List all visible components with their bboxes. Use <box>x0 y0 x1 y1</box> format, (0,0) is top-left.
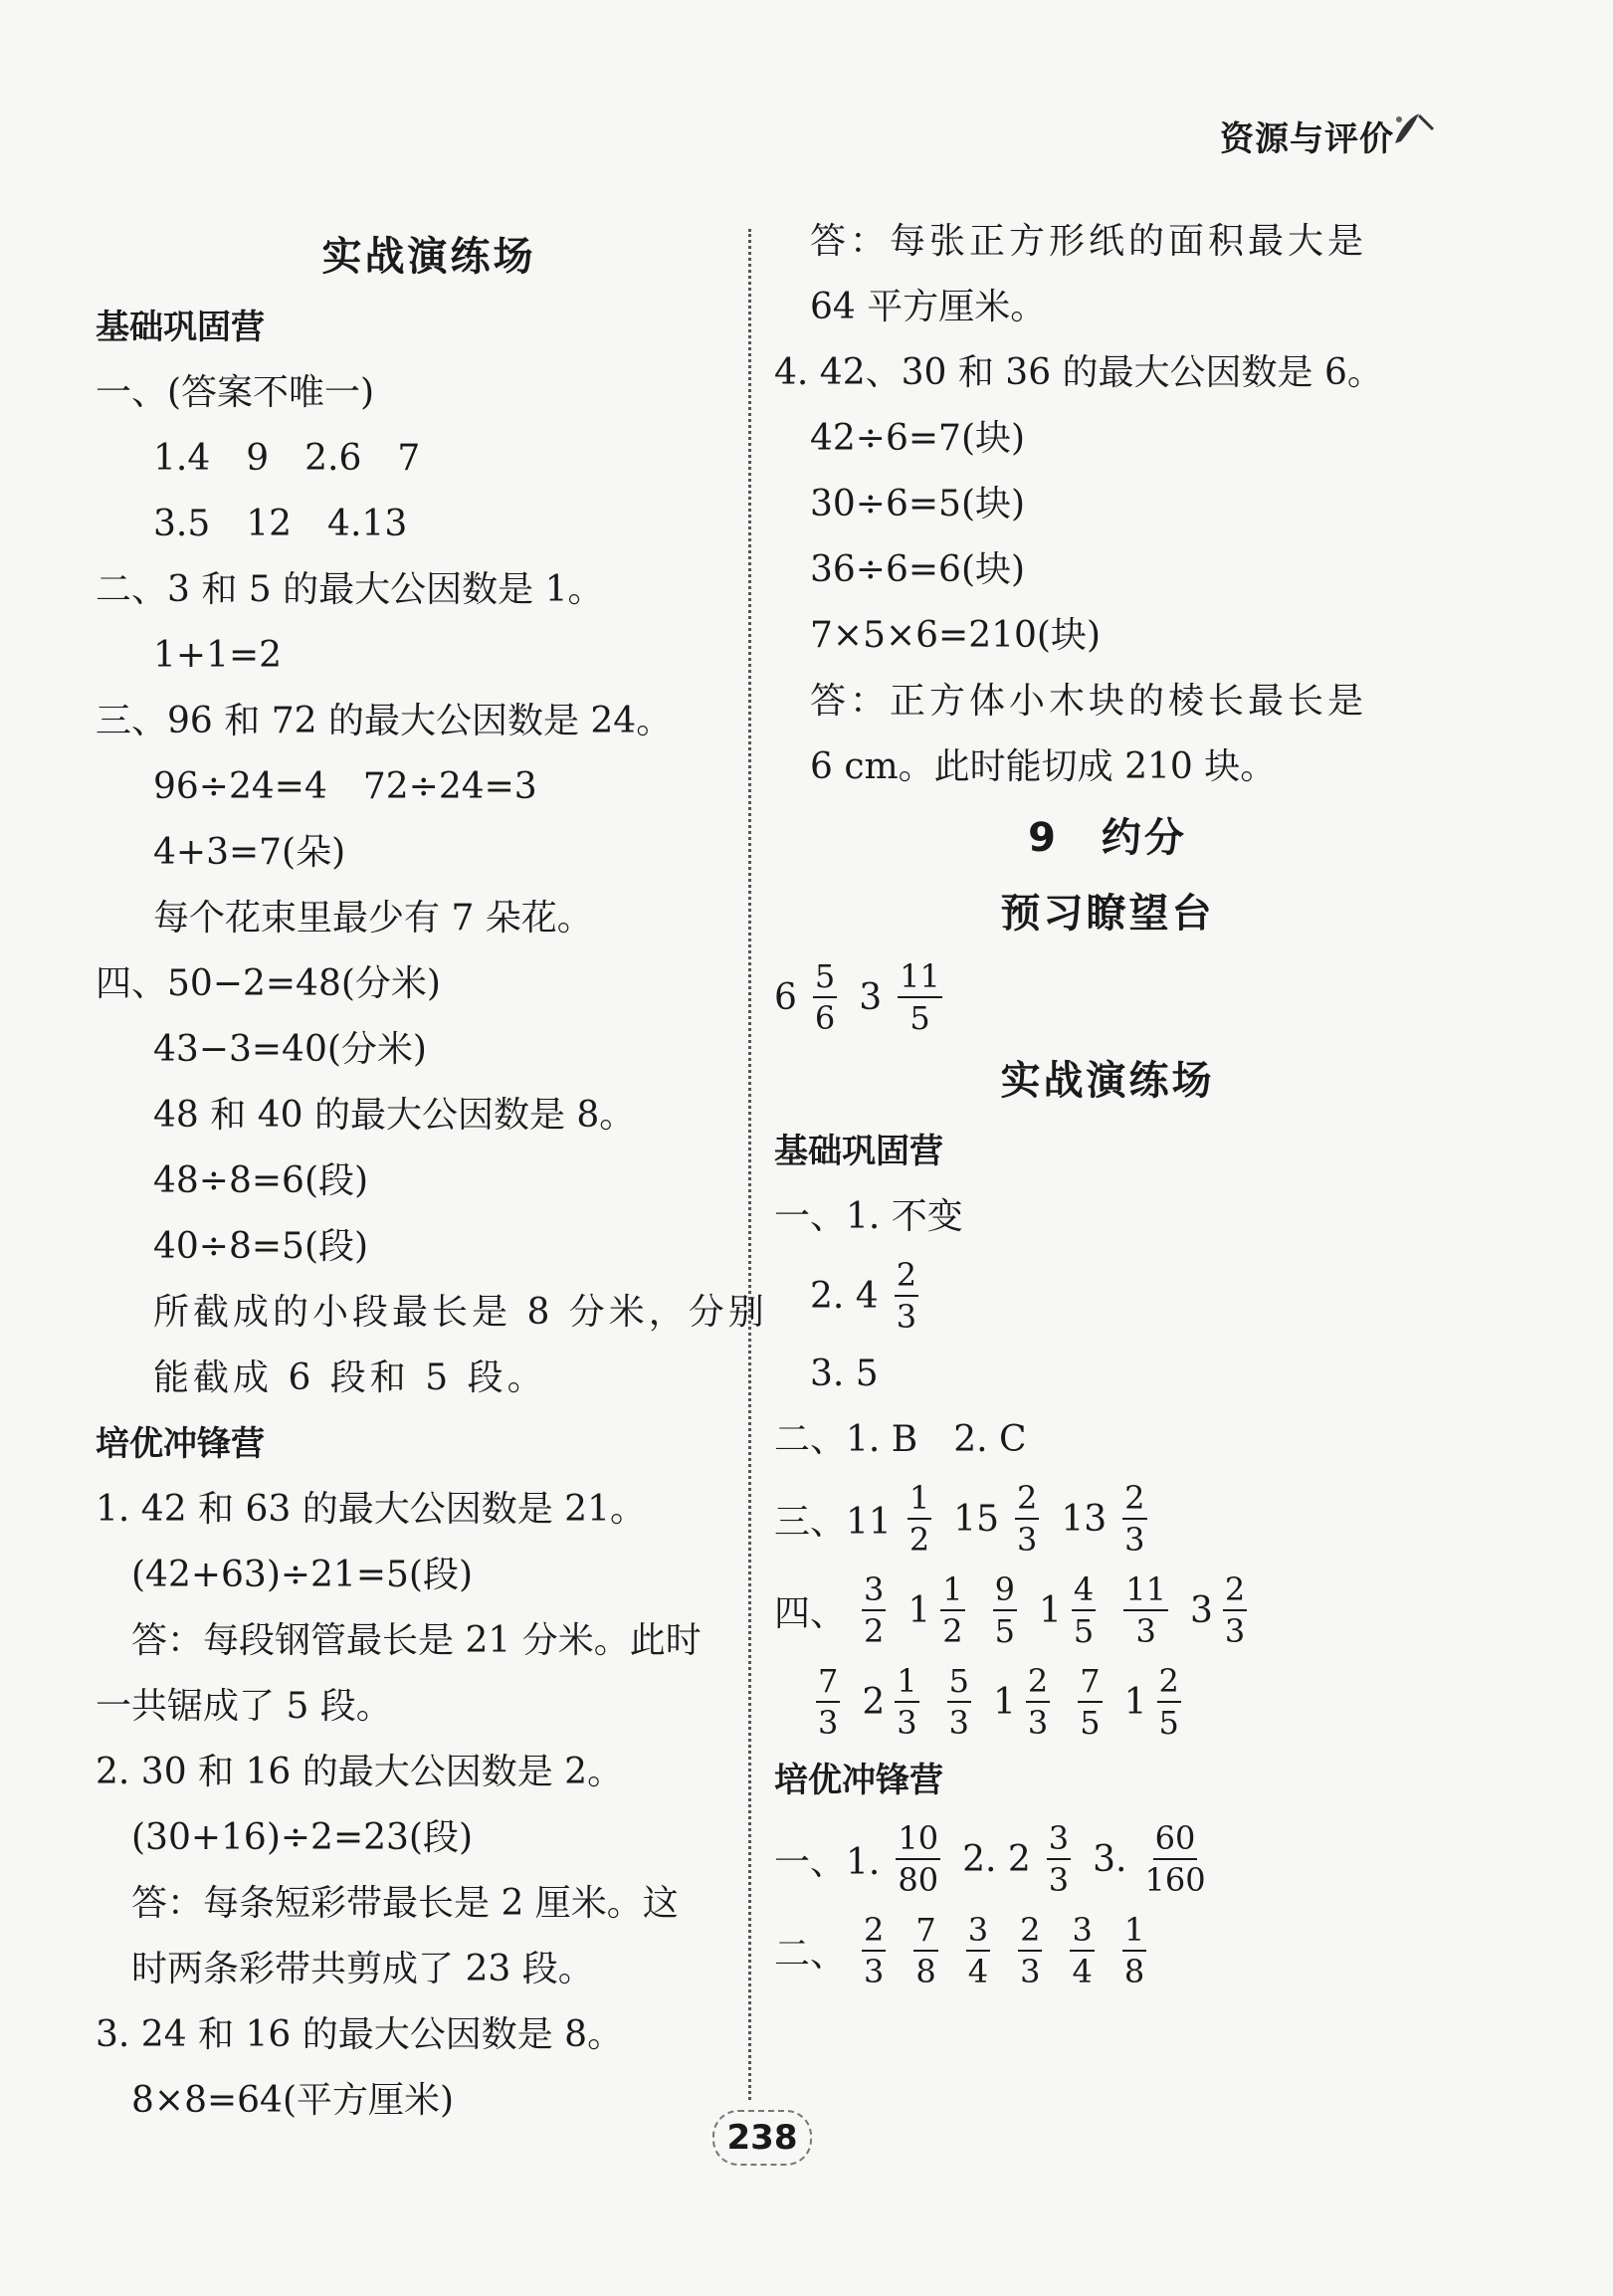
denominator: 8 <box>915 1953 936 1990</box>
answer-line: 三、96 和 72 的最大公因数是 24。 <box>96 701 673 741</box>
answer-line: 1+1=2 <box>153 635 283 676</box>
answer-line: 答：每条短彩带最长是 2 厘米。这 <box>131 1883 679 1924</box>
answer-line: 3.5 12 4.13 <box>153 504 408 544</box>
subsection-heading: 基础巩固营 <box>774 1132 943 1171</box>
fraction <box>1070 1912 1094 1989</box>
fraction <box>816 1663 840 1741</box>
fraction <box>1123 1571 1168 1649</box>
lesson-title: 9 约分 <box>1028 815 1187 861</box>
fraction <box>993 1571 1017 1649</box>
numerator: 1 <box>907 1480 931 1520</box>
answer-line: (42+63)÷21=5(段) <box>131 1555 474 1595</box>
section-title: 实战演练场 <box>321 234 536 280</box>
fraction <box>966 1912 990 1989</box>
denominator: 3 <box>1048 1861 1070 1899</box>
denominator: 3 <box>864 1953 885 1990</box>
fraction <box>1122 1912 1146 1989</box>
numerator: 7 <box>816 1663 840 1703</box>
numerator: 3 <box>862 1571 886 1611</box>
fraction <box>1072 1571 1096 1649</box>
fraction <box>1157 1663 1181 1741</box>
numerator: 4 <box>1072 1571 1096 1611</box>
subsection-heading: 基础巩固营 <box>96 308 265 347</box>
answer-line: 1.4 9 2.6 7 <box>153 438 421 479</box>
fraction <box>813 958 837 1036</box>
answer-line: 所截成的小段最长是 8 分米，分别 <box>153 1292 768 1333</box>
numerator: 2 <box>1026 1663 1050 1703</box>
left-column <box>96 219 768 2134</box>
answer-line: 64 平方厘米。 <box>810 287 1047 327</box>
numerator: 2 <box>1015 1480 1039 1520</box>
whole-number: 3 <box>1189 1589 1213 1631</box>
numerator: 7 <box>913 1912 937 1952</box>
denominator: 2 <box>942 1612 963 1650</box>
answer-line: 36÷6=6(块) <box>810 549 1026 590</box>
answer-number: 3 <box>859 976 883 1018</box>
fraction <box>1018 1912 1042 1989</box>
page-header-title: 资源与评价 <box>1220 119 1394 159</box>
numerator: 3 <box>966 1912 990 1952</box>
answer-line: 30÷6=5(块) <box>810 484 1026 524</box>
answer-line: 1. 42 和 63 的最大公因数是 21。 <box>96 1489 646 1530</box>
answer-text: 2. 4 <box>810 1275 879 1317</box>
numerator: 1 <box>940 1571 964 1611</box>
whole-number: 1 <box>992 1681 1016 1723</box>
subsection-heading: 培优冲锋营 <box>96 1424 265 1464</box>
answer-text: 3. <box>1093 1838 1127 1880</box>
denominator: 4 <box>967 1953 989 1990</box>
answer-line: 能截成 6 段和 5 段。 <box>153 1357 547 1398</box>
fraction <box>1026 1663 1050 1741</box>
quill-logo-icon <box>1389 104 1439 153</box>
answer-line: (30+16)÷2=23(段) <box>131 1817 474 1858</box>
denominator: 3 <box>818 1704 839 1742</box>
denominator: 5 <box>909 999 930 1037</box>
denominator: 3 <box>948 1704 969 1742</box>
denominator: 160 <box>1144 1861 1206 1899</box>
numerator: 11 <box>898 958 942 998</box>
numerator: 2 <box>1223 1571 1247 1611</box>
answer-line: 一、(答案不唯一) <box>96 372 375 413</box>
denominator: 80 <box>898 1861 939 1899</box>
subsection-heading: 培优冲锋营 <box>774 1761 943 1800</box>
answer-line: 答：每段钢管最长是 21 分米。此时 <box>131 1620 702 1661</box>
answer-line: 时两条彩带共剪成了 23 段。 <box>131 1949 594 1989</box>
denominator: 2 <box>864 1612 885 1650</box>
answer-line: 7×5×6=210(块) <box>810 615 1102 656</box>
answer-text: 2. 2 <box>962 1838 1031 1880</box>
answer-line: 4. 42、30 和 36 的最大公因数是 6。 <box>774 352 1383 393</box>
whole-number: 2 <box>862 1681 886 1723</box>
answer-line: 2. 30 和 16 的最大公因数是 2。 <box>96 1752 624 1792</box>
numerator: 11 <box>1123 1571 1168 1611</box>
answer-line: 3. 24 和 16 的最大公因数是 8。 <box>96 2014 624 2055</box>
denominator: 3 <box>896 1298 917 1336</box>
answer-text: 四、 <box>774 1592 847 1634</box>
numerator: 2 <box>1122 1480 1146 1520</box>
fraction <box>896 1820 940 1898</box>
fraction <box>1122 1480 1146 1558</box>
denominator: 5 <box>1073 1612 1095 1650</box>
fraction <box>895 1257 918 1335</box>
answer-text: 一、1. <box>774 1841 881 1883</box>
answer-line: 一、1. 不变 <box>774 1196 963 1237</box>
answer-line: 答：正方体小木块的棱长最长是 <box>810 681 1368 722</box>
answer-line: 6 cm。此时能切成 210 块。 <box>810 746 1277 787</box>
denominator: 3 <box>1135 1612 1156 1650</box>
fraction <box>1078 1663 1102 1741</box>
numerator: 3 <box>1070 1912 1094 1952</box>
section-title: 预习瞭望台 <box>1000 891 1215 937</box>
answer-line <box>774 1565 1441 1656</box>
numerator: 2 <box>895 1257 918 1297</box>
answer-line: 3. 5 <box>810 1354 879 1394</box>
denominator: 5 <box>994 1612 1015 1650</box>
fraction <box>862 1571 886 1649</box>
answer-line: 答：每张正方形纸的面积最大是 <box>810 221 1368 262</box>
answer-line <box>774 951 1441 1043</box>
fraction <box>947 1663 971 1741</box>
fraction <box>898 958 942 1036</box>
answer-line <box>774 1813 1441 1905</box>
answer-text: 二、 <box>774 1933 847 1975</box>
numerator: 2 <box>1157 1663 1181 1703</box>
numerator: 1 <box>895 1663 918 1703</box>
numerator: 5 <box>813 958 837 998</box>
denominator: 6 <box>814 999 836 1037</box>
denominator: 5 <box>1158 1704 1179 1742</box>
numerator: 9 <box>993 1571 1017 1611</box>
fraction <box>1143 1820 1208 1898</box>
fraction <box>940 1571 964 1649</box>
numerator: 60 <box>1153 1820 1198 1860</box>
answer-number: 6 <box>774 976 797 1018</box>
answer-line <box>774 1905 1441 1996</box>
answer-line: 8×8=64(平方厘米) <box>131 2080 455 2121</box>
fraction <box>907 1480 931 1558</box>
denominator: 2 <box>908 1521 930 1559</box>
denominator: 3 <box>1020 1953 1041 1990</box>
right-column <box>774 209 1441 1996</box>
numerator: 7 <box>1078 1663 1102 1703</box>
denominator: 5 <box>1080 1704 1101 1742</box>
fraction <box>1015 1480 1039 1558</box>
answer-line <box>774 1656 1441 1748</box>
denominator: 8 <box>1123 1953 1145 1990</box>
answer-line: 四、50−2=48(分米) <box>96 963 441 1004</box>
answer-line: 43−3=40(分米) <box>153 1029 427 1070</box>
answer-line: 96÷24=4 72÷24=3 <box>153 766 537 807</box>
answer-line <box>774 1473 1441 1565</box>
answer-line: 48 和 40 的最大公因数是 8。 <box>153 1095 636 1136</box>
section-title: 实战演练场 <box>1000 1058 1215 1104</box>
denominator: 3 <box>1027 1704 1049 1742</box>
answer-number: 13 <box>1061 1498 1108 1540</box>
denominator: 3 <box>1016 1521 1038 1559</box>
page-number: 238 <box>712 2110 812 2166</box>
answer-line: 40÷8=5(段) <box>153 1226 369 1267</box>
numerator: 2 <box>1018 1912 1042 1952</box>
answer-text: 三、11 <box>774 1501 892 1543</box>
answer-number: 15 <box>953 1498 999 1540</box>
answer-line <box>774 1250 1441 1342</box>
answer-line: 4+3=7(朵) <box>153 832 346 873</box>
fraction <box>862 1912 886 1989</box>
numerator: 3 <box>1047 1820 1071 1860</box>
denominator: 3 <box>1224 1612 1246 1650</box>
column-divider <box>748 229 751 2100</box>
numerator: 10 <box>896 1820 940 1860</box>
answer-line: 48÷8=6(段) <box>153 1160 369 1201</box>
fraction <box>895 1663 918 1741</box>
answer-line: 42÷6=7(块) <box>810 418 1026 459</box>
answer-line: 一共锯成了 5 段。 <box>96 1686 392 1727</box>
answer-line: 二、3 和 5 的最大公因数是 1。 <box>96 569 604 610</box>
fraction <box>1047 1820 1071 1898</box>
numerator: 2 <box>862 1912 886 1952</box>
numerator: 5 <box>947 1663 971 1703</box>
denominator: 3 <box>897 1704 917 1742</box>
whole-number: 1 <box>1039 1589 1062 1631</box>
whole-number: 1 <box>1123 1681 1147 1723</box>
fraction <box>1223 1571 1247 1649</box>
denominator: 4 <box>1072 1953 1093 1990</box>
whole-number: 1 <box>907 1589 931 1631</box>
answer-line: 二、1. B 2. C <box>774 1419 1027 1460</box>
denominator: 3 <box>1124 1521 1145 1559</box>
fraction <box>913 1912 937 1989</box>
answer-line: 每个花束里最少有 7 朵花。 <box>153 898 593 939</box>
numerator: 1 <box>1122 1912 1146 1952</box>
